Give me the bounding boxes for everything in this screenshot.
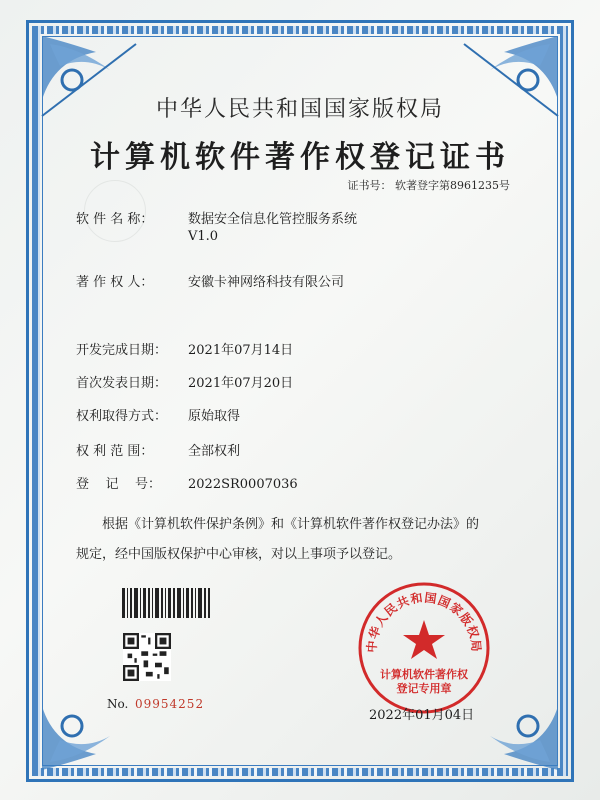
corner-ornament-bottom-left <box>36 681 156 776</box>
statement-line-2: 规定，经中国版权保护中心审核，对以上事项予以登记。 <box>76 547 402 562</box>
field-label: 登 记 号： <box>76 477 162 492</box>
field-value: 2022SR0007036 <box>188 477 298 492</box>
seal-line-2: 登记专用章 <box>396 682 452 695</box>
field-copyright-owner <box>76 271 344 290</box>
field-acquisition-method <box>76 405 240 424</box>
qr-code <box>123 633 171 681</box>
field-value: 全部权利 <box>188 444 241 459</box>
field-value: 原始取得 <box>188 409 241 424</box>
barcode <box>122 588 210 618</box>
field-value: 2021年07月14日 <box>188 343 294 358</box>
registration-statement <box>76 510 536 570</box>
serial-label: No. <box>107 697 129 711</box>
field-completion-date <box>76 339 293 358</box>
field-value-version: V1.0 <box>188 229 219 244</box>
field-publication-date <box>76 372 293 391</box>
field-value: 安徽卡神网络科技有限公司 <box>188 275 345 290</box>
field-label: 首次发表日期： <box>76 376 168 391</box>
certificate-number-value: 软著登字第8961235号 <box>395 179 510 192</box>
issuer-name: 中华人民共和国国家版权局 <box>155 97 444 122</box>
field-value: 数据安全信息化管控服务系统 <box>188 212 358 227</box>
serial-number: 09954252 <box>135 697 205 711</box>
field-software-name <box>76 208 357 244</box>
field-label: 开发完成日期： <box>76 343 168 358</box>
certificate-number-label: 证书号： <box>347 179 392 192</box>
field-label: 著 作 权 人： <box>76 275 154 290</box>
field-label: 权利取得方式： <box>76 409 168 424</box>
field-label: 软 件 名 称： <box>76 212 154 227</box>
seal-ring-text: 中华人民共和国国家版权局 <box>364 590 484 654</box>
field-rights-scope <box>76 440 240 459</box>
issue-date: 2022年01月04日 <box>369 708 475 723</box>
field-label: 权 利 范 围： <box>76 444 154 459</box>
certificate-number <box>348 177 511 193</box>
seal-line-1: 计算机软件著作权 <box>380 668 468 681</box>
statement-line-1: 根据《计算机软件保护条例》和《计算机软件著作权登记办法》的 <box>102 517 480 532</box>
field-registration-number <box>76 473 298 492</box>
field-value: 2021年07月20日 <box>188 376 294 391</box>
certificate-title: 计算机软件著作权登记证书 <box>90 140 510 175</box>
official-seal <box>354 578 494 718</box>
